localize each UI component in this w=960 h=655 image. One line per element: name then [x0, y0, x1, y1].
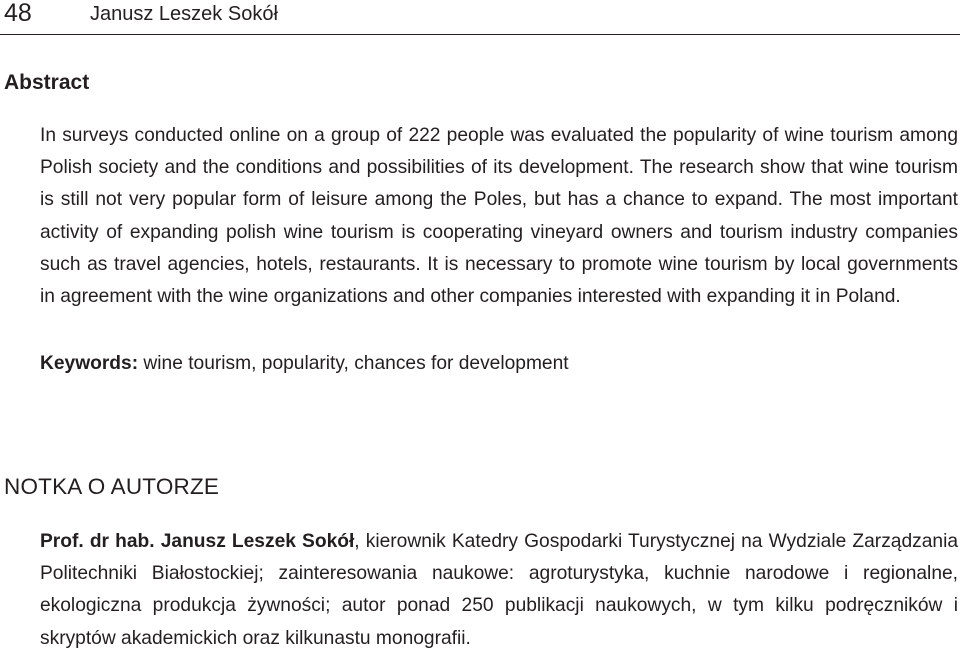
- header-rule: [0, 34, 960, 35]
- page-header: [0, 0, 960, 36]
- keywords: [40, 348, 958, 380]
- running-head: Janusz Leszek Sokół: [90, 3, 278, 25]
- author-note-body: [40, 526, 958, 655]
- author-name: Prof. dr hab. Janusz Leszek Sokół: [40, 531, 355, 552]
- page-number: 48: [4, 0, 32, 27]
- abstract-body: In surveys conducted online on a group of 222 people was evaluated the popularity of wine tourism among Polish society and the conditions and possibilities of its development. The research show that wine tourism is still not very popular form of leisure among the Poles, but has a chance to expand. The most important activity of expanding polish wine tourism is cooperating vineyard owners and tourism industry companies such as travel agencies, hotels, restaurants. It is necessary to promote wine tourism by local governments in agreement with the wine organizations and other companies interested with expanding it in Poland.: [40, 125, 958, 308]
- abstract-heading: Abstract: [4, 71, 90, 94]
- keywords-text: wine tourism, popularity, chances for development: [138, 353, 569, 374]
- keywords-label: Keywords:: [40, 353, 139, 374]
- author-note-text: , kierownik Katedry Gospodarki Turystycznej na Wydziale Zarządzania Politechniki Białostockiej; zainteresowania naukowe: agroturystyka, kuchnie narodowe i regionalne, ekologiczna produkcja żywności; autor ponad 250 publikacji naukowych, w tym kilku podręczników i skryptów akademickich oraz kilkunastu monografii.: [40, 531, 959, 649]
- author-note-heading: NOTKA O AUTORZE: [4, 474, 220, 499]
